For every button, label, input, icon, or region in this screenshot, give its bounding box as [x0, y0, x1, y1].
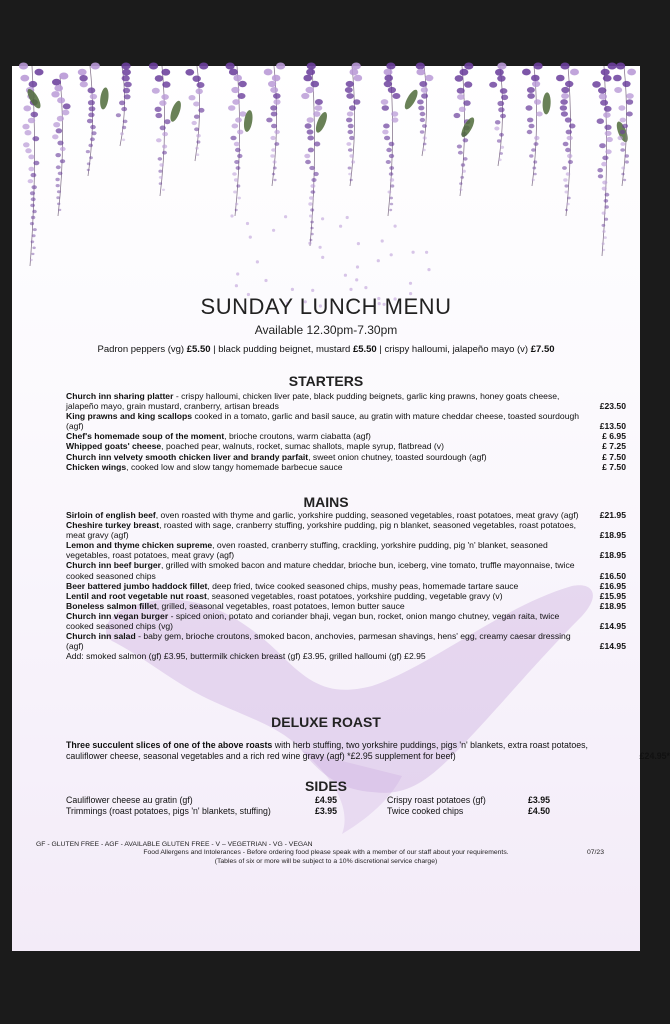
- item-price: £14.95: [599, 641, 626, 652]
- availability-text: Available 12.30pm-7.30pm: [254, 323, 398, 337]
- item-name: Lentil and root vegetable nut roast: [66, 590, 207, 601]
- side-name: Crispy roast potatoes (gf): [387, 795, 486, 805]
- menu-item: [66, 560, 626, 580]
- item-desc: , oven roasted, cranberry stuffing, crackling, yorkshire pudding, pig 'n' blanket, seasoned vegetables, roast potatoes, meat gravy (agf): [66, 540, 548, 561]
- starters-list: [66, 391, 626, 472]
- nibble-item: crispy halloumi, jalapeño mayo (v): [384, 344, 529, 355]
- nibble-item: black pudding beignet, mustard: [218, 344, 351, 355]
- item-price: £14.95: [599, 621, 626, 632]
- nibble-item: Padron peppers (vg): [97, 344, 185, 355]
- menu-item: [66, 431, 626, 441]
- item-desc: , sweet onion chutney, toasted sourdough (agf): [308, 451, 487, 462]
- menu-item: [66, 540, 626, 560]
- item-name: Chef's homemade soup of the moment: [66, 431, 225, 442]
- nibble-price: £7.50: [530, 344, 555, 355]
- menu-page: [12, 66, 670, 951]
- item-price: £24.95*: [639, 751, 670, 761]
- menu-footer: [36, 841, 616, 866]
- item-price: £18.95: [599, 600, 626, 611]
- item-name: Sirloin of english beef: [66, 510, 156, 520]
- item-desc: with herb stuffing, two yorkshire puddings, pigs 'n' blankets, extra roast potatoes, cauliflower cheese, seasonal vegetables and a rich red wine gravy (agf) *£2.95 supplement for beef): [66, 740, 588, 761]
- menu-code: 07/23: [586, 849, 604, 856]
- item-price: £ 6.95: [602, 431, 626, 442]
- side-name: Twice cooked chips: [387, 806, 464, 816]
- mains-heading: MAINS: [303, 494, 349, 510]
- item-desc: , seasoned vegetables, roast potatoes, yorkshire pudding, vegetable gravy (v): [206, 590, 503, 601]
- item-price: £18.95: [599, 530, 626, 541]
- item-desc: , cooked low and slow tangy homemade barbecue sauce: [126, 461, 343, 472]
- item-name: Lemon and thyme chicken supreme: [66, 540, 213, 551]
- menu-item: [66, 601, 626, 611]
- item-desc: , roasted with sage, cranberry stuffing, yorkshire pudding, pig n blanket, seasoned vegetables, roast potatoes, meat gravy (agf): [66, 520, 577, 541]
- item-name: Boneless salmon fillet: [66, 600, 157, 611]
- side-price: £4.50: [528, 806, 551, 816]
- allergen-notice: Food Allergens and Intolerances - Before ordering food please speak with a member of our staff about your requirements.: [143, 849, 509, 857]
- item-name: Church inn sharing platter: [66, 391, 174, 401]
- menu-title: SUNDAY LUNCH MENU: [200, 294, 452, 319]
- item-desc: - crispy halloumi, chicken liver pate, black pudding beignets, garlic king prawns, honey goats cheese, jalapeño mayo, grain mustard, cranberry, artisan breads: [66, 391, 560, 412]
- starters-heading: STARTERS: [288, 373, 364, 389]
- nibbles-line: Padron peppers (vg) £5.50 | black pudding beignet, mustard £5.50 | crispy halloumi, jalapeño mayo (v) £7.50: [97, 344, 555, 355]
- item-desc: , deep fried, twice cooked seasoned chips, mushy peas, homemade tartare sauce: [207, 580, 519, 591]
- side-price: £4.95: [315, 795, 338, 805]
- menu-item: [66, 441, 626, 451]
- menu-item: [66, 462, 626, 472]
- mains-add-ons: Add: smoked salmon (gf) £3.95, buttermilk chicken breast (gf) £3.95, grilled halloumi (gf) £2.95: [66, 651, 426, 662]
- side-price: £3.95: [315, 806, 338, 816]
- item-price: £ 7.50: [602, 451, 626, 462]
- menu-item: [66, 611, 626, 631]
- item-desc: - baby gem, brioche croutons, smoked bacon, anchovies, parmesan shavings, hens' egg, creamy caesar dressing (agf): [66, 631, 571, 652]
- item-price: £18.95: [599, 550, 626, 561]
- menu-item: [66, 591, 626, 601]
- side-name: Trimmings (roast potatoes, pigs 'n' blankets, stuffing): [66, 806, 271, 816]
- wisteria-illustration: [12, 66, 640, 326]
- item-name: Beer battered jumbo haddock fillet: [66, 580, 208, 591]
- item-desc: , brioche croutons, warm ciabatta (agf): [224, 431, 371, 442]
- menu-item: [66, 411, 626, 431]
- item-desc: cooked in a tomato, garlic and basil sauce, au gratin with mature cheddar cheese, toasted sourdough (agf): [66, 411, 580, 432]
- menu-item: [66, 452, 626, 462]
- service-charge-notice: (Tables of six or more will be subject to a 10% discretional service charge): [214, 857, 438, 865]
- item-price: £ 7.50: [602, 461, 626, 472]
- item-name: Chicken wings: [66, 461, 127, 472]
- mains-list: [66, 510, 626, 661]
- deluxe-item: [66, 740, 670, 762]
- item-price: £23.50: [599, 401, 626, 412]
- deluxe-heading: DELUXE ROAST: [271, 714, 381, 730]
- side-name: Cauliflower cheese au gratin (gf): [66, 795, 193, 805]
- item-price: £16.95: [599, 580, 626, 591]
- item-name: Three succulent slices of one of the above roasts: [66, 740, 273, 750]
- dietary-key: GF - GLUTEN FREE - AGF - AVAILABLE GLUTEN FREE - V – VEGETRIAN - VG - VEGAN: [36, 841, 313, 848]
- item-desc: - spiced onion, potato and coriander bhaji, vegan bun, rocket, onion mango chutney, vegan raita, twice cooked seasoned chips (vg): [66, 610, 560, 632]
- sides-heading: SIDES: [304, 778, 347, 794]
- item-price: £13.50: [599, 421, 626, 432]
- item-name: Church inn velvety smooth chicken liver and brandy parfait: [66, 451, 309, 462]
- item-price: £15.95: [599, 590, 626, 601]
- item-name: Church inn salad: [66, 631, 136, 642]
- item-desc: , grilled, seasonal vegetables, roast potatoes, lemon butter sauce: [156, 600, 405, 611]
- item-name: King prawns and king scallops: [66, 411, 193, 422]
- nibble-price: £5.50: [352, 344, 377, 355]
- side-price: £3.95: [528, 795, 551, 805]
- menu-item: [66, 510, 626, 520]
- menu-item: [66, 581, 626, 591]
- item-desc: , poached pear, walnuts, rocket, sumac shallots, maple syrup, flatbread (v): [161, 441, 444, 452]
- item-price: £16.50: [599, 570, 626, 581]
- item-name: Church inn vegan burger: [66, 610, 169, 621]
- item-name: Church inn beef burger: [66, 560, 162, 571]
- item-name: Whipped goats' cheese: [66, 441, 162, 452]
- menu-item: [66, 631, 626, 651]
- nibble-price: £5.50: [186, 344, 211, 355]
- item-desc: , oven roasted with thyme and garlic, yorkshire pudding, seasoned vegetables, roast potatoes, meat gravy (agf): [155, 510, 579, 520]
- item-desc: , grilled with smoked bacon and mature cheddar, brioche bun, iceberg, vine tomato, truffle mayonnaise, twice cooked seasoned chips: [66, 560, 575, 581]
- menu-item: [66, 391, 626, 411]
- menu-item: [66, 520, 626, 540]
- item-price: £ 7.25: [602, 441, 626, 452]
- item-name: Cheshire turkey breast: [66, 520, 160, 531]
- item-price: £21.95: [599, 510, 626, 520]
